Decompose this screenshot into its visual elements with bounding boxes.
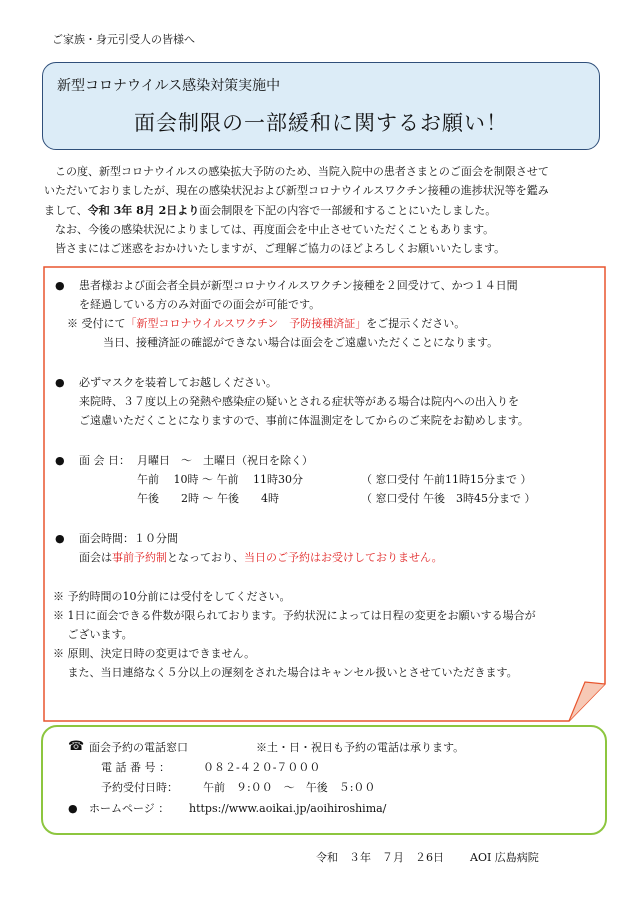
homepage-link[interactable]: https://www.aoikai.jp/aoihiroshima/	[189, 802, 387, 815]
bullet-icon: ●	[55, 454, 65, 467]
pm-time: 午後 2時 ～ 午後 4時	[137, 492, 279, 505]
mask-line-3: ご遠慮いただくことになりますので、事前に体温測定をしてからのご来院をお勧めします。	[79, 414, 529, 427]
visit-days-label: 面 会 日：	[79, 454, 130, 467]
bullet-icon: ●	[55, 279, 65, 292]
note-line: ございます。	[53, 628, 133, 641]
notice-box	[43, 266, 606, 722]
effective-date: 令和 3年 8月 2日より	[87, 203, 200, 217]
contact-header-note: ※土・日・祝日も予約の電話は承ります。	[256, 741, 465, 754]
footer-date: 令和 ３年 ７月 ２6日	[316, 851, 444, 864]
page-title: 面会制限の一部緩和に関するお願い！	[134, 111, 508, 135]
intro-line-1: この度、新型コロナウイルスの感染拡大予防のため、当院入院中の患者さまとのご面会を制限させて	[55, 165, 549, 178]
note-line: ※ 1日に面会できる件数が限られております。予約状況によっては日程の変更をお願いする場合が	[53, 609, 536, 622]
reservation-required-text: 事前予約制	[112, 551, 167, 564]
pm-window: （ 窓口受付 午後 3時45分まで ）	[361, 492, 536, 505]
note-line: また、当日連絡なく５分以上の遅刻をされた場合はキャンセル扱いとさせていただきます。	[53, 666, 518, 679]
duration-label: 面会時間：１０分間	[79, 532, 178, 545]
vaccine-note: ※ 受付にて「新型コロナウイルスワクチン 予防接種済証」をご提示ください。	[67, 317, 466, 330]
homepage-label: ホームページ ：	[89, 802, 170, 815]
am-window: （ 窓口受付 午前11時15分まで ）	[361, 473, 532, 486]
am-time: 午前 10時 ～ 午前 11時30分	[137, 473, 303, 486]
phone-icon: ☎	[68, 739, 85, 754]
reservation-note: 面会は事前予約制となっており、当日のご予約はお受けしておりません。	[79, 551, 443, 564]
intro-line-5: 皆さまにはご迷惑をおかけいたしますが、ご理解ご協力のほどよろしくお願いいたします。	[55, 242, 506, 256]
intro-line-2: いただいておりましたが、現在の感染状況および新型コロナウイルスワクチン接種の進捗状況等を鑑み	[44, 184, 549, 198]
intro-line-3: まして、令和 3年 8月 2日より面会制限を下記の内容で一部緩和することにいたしました。	[44, 203, 497, 217]
bullet-icon: ●	[55, 532, 65, 545]
mask-line-2: 来院時、３７度以上の発熱や感染症の疑いとされる症状等がある場合は院内への出入りを	[79, 395, 519, 408]
phone-label: 電 話 番 号 ：	[101, 761, 170, 774]
hours-label: 予約受付日時：	[101, 781, 178, 794]
mask-line-1: 必ずマスクを装着してお越しください。	[79, 376, 277, 389]
footer-hospital: AOI 広島病院	[470, 851, 539, 864]
vaccine-line-1: 患者様および面会者全員が新型コロナウイルスワクチン接種を２回受けて、かつ１４日間	[79, 279, 518, 292]
vaccine-certificate-text: 「新型コロナウイルスワクチン 予防接種済証」	[125, 317, 367, 330]
vaccine-line-4: 当日、接種済証の確認ができない場合は面会をご遠慮いただくことになります。	[103, 336, 499, 349]
no-same-day-text: 当日のご予約はお受けしておりません。	[244, 551, 443, 564]
vaccine-line-2: を経過している方のみ対面での面会が可能です。	[79, 298, 321, 311]
visit-days: 月曜日 ～ 土曜日（祝日を除く）	[137, 454, 313, 467]
intro-line-4: なお、今後の感染状況によりましては、再度面会を中止させていただくこともあります。	[55, 222, 495, 236]
bullet-icon: ●	[68, 802, 78, 815]
reservation-hours: 午前 ９:００ ～ 午後 ５:００	[203, 781, 376, 794]
intro-text	[44, 162, 604, 258]
phone-number[interactable]: ０８２-４２０-７０００	[203, 761, 321, 774]
contact-header: 面会予約の電話窓口	[89, 741, 188, 754]
contact-box	[41, 725, 607, 835]
title-box	[42, 62, 600, 150]
addressee: ご家族・身元引受人の皆様へ	[52, 33, 195, 46]
bullet-icon: ●	[55, 376, 65, 389]
title-subtitle: 新型コロナウイルス感染対策実施中	[57, 78, 281, 94]
note-line: ※ 予約時間の10分前には受付をしてください。	[53, 590, 291, 603]
note-line: ※ 原則、決定日時の変更はできません。	[53, 647, 256, 660]
